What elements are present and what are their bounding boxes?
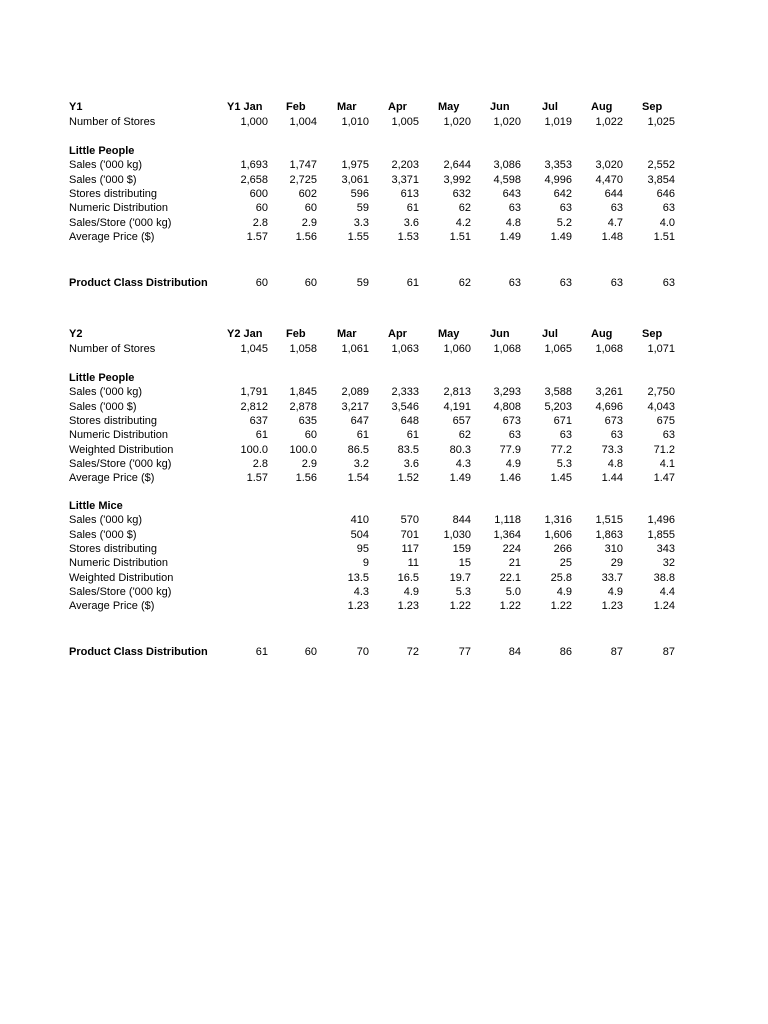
cell: 632: [452, 187, 471, 200]
cell: 1,118: [494, 514, 521, 527]
column-header: Jun: [490, 328, 510, 340]
cell: 2,658: [240, 173, 268, 186]
cell: 4.1: [659, 457, 675, 470]
cell: 643: [502, 187, 521, 200]
cell: 637: [249, 414, 268, 427]
cell: 3,261: [595, 386, 623, 399]
row-label: Sales/Store ('000 kg): [69, 457, 172, 470]
stores-row: [0, 115, 768, 129]
row-label: Y1: [69, 101, 83, 113]
cell: 1,068: [595, 343, 623, 355]
stores-row: [0, 342, 768, 356]
row-label: Sales ('000 kg): [69, 159, 143, 172]
cell: 1,063: [391, 343, 419, 355]
cell: 1,845: [289, 386, 317, 399]
cell: 2,750: [647, 386, 675, 399]
column-header: Jul: [542, 328, 558, 340]
cell: 60: [255, 277, 268, 289]
cell: 1,606: [544, 528, 572, 541]
cell: 29: [610, 557, 623, 570]
cell: 62: [458, 277, 471, 289]
data-row: [0, 400, 768, 414]
row-label: Numeric Distribution: [69, 429, 169, 442]
data-row: [0, 471, 768, 485]
cell: 80.3: [449, 443, 471, 456]
cell: 3.6: [403, 457, 419, 470]
cell: 87: [662, 646, 675, 658]
cell: 1,045: [240, 343, 268, 355]
column-header: Jun: [490, 101, 510, 113]
cell: 61: [255, 646, 268, 658]
cell: 63: [559, 429, 572, 442]
cell: 1,316: [544, 514, 572, 527]
cell: 25.8: [550, 571, 572, 584]
cell: 32: [662, 557, 675, 570]
cell: 3.2: [353, 457, 369, 470]
cell: 266: [553, 542, 572, 555]
column-header: Feb: [286, 328, 306, 340]
cell: 2,089: [341, 386, 369, 399]
cell: 4.0: [659, 216, 675, 229]
cell: 63: [662, 429, 675, 442]
cell: 15: [458, 557, 471, 570]
cell: 1.54: [347, 472, 369, 485]
cell: 1,025: [647, 116, 675, 128]
cell: 613: [400, 187, 419, 200]
row-label: Sales ('000 $): [69, 400, 137, 413]
cell: 644: [604, 187, 623, 200]
row-label: Stores distributing: [69, 414, 158, 427]
data-row: [0, 428, 768, 442]
cell: 159: [452, 542, 471, 555]
cell: 596: [350, 187, 369, 200]
cell: 83.5: [397, 443, 419, 456]
cell: 673: [604, 414, 623, 427]
cell: 343: [656, 542, 675, 555]
row-label: Average Price ($): [69, 230, 155, 243]
row-label: Number of Stores: [69, 343, 156, 355]
cell: 4,043: [647, 400, 675, 413]
row-label: Average Price ($): [69, 472, 155, 485]
cell: 3,061: [341, 173, 369, 186]
cell: 21: [508, 557, 521, 570]
cell: 1,496: [647, 514, 675, 527]
cell: 1.47: [653, 472, 675, 485]
cell: 3.3: [353, 216, 369, 229]
data-row: [0, 513, 768, 527]
data-row: [0, 443, 768, 457]
cell: 62: [458, 202, 471, 215]
row-label: Product Class Distribution: [69, 277, 208, 289]
cell: 1,020: [443, 116, 471, 128]
pcd-row: [0, 276, 768, 290]
cell: 3,086: [493, 159, 521, 172]
data-row: [0, 173, 768, 187]
cell: 70: [356, 646, 369, 658]
cell: 77.2: [550, 443, 572, 456]
cell: 1,022: [595, 116, 623, 128]
row-label: Numeric Distribution: [69, 202, 169, 215]
column-header: Apr: [388, 328, 407, 340]
data-row: [0, 528, 768, 542]
cell: 2,333: [391, 386, 419, 399]
cell: 1.52: [397, 472, 419, 485]
cell: 4.8: [607, 457, 623, 470]
cell: 4.9: [505, 457, 521, 470]
cell: 1,068: [493, 343, 521, 355]
cell: 73.3: [601, 443, 623, 456]
cell: 4,598: [493, 173, 521, 186]
cell: 84: [508, 646, 521, 658]
data-row: [0, 571, 768, 585]
section-title: [0, 371, 768, 385]
section-title: [0, 499, 768, 513]
cell: 701: [400, 528, 419, 541]
cell: 2.9: [301, 457, 317, 470]
cell: 1,863: [595, 528, 623, 541]
cell: 4.3: [455, 457, 471, 470]
cell: 673: [502, 414, 521, 427]
cell: 4.3: [353, 585, 369, 598]
row-label: Product Class Distribution: [69, 646, 208, 658]
row-label: Little People: [69, 145, 135, 157]
cell: 87: [610, 646, 623, 658]
cell: 1.45: [550, 472, 572, 485]
cell: 671: [553, 414, 572, 427]
row-label: Sales ('000 kg): [69, 386, 143, 399]
cell: 63: [508, 429, 521, 442]
cell: 117: [401, 542, 419, 555]
column-header: Y1 Jan: [227, 101, 263, 113]
cell: 4.9: [556, 585, 572, 598]
cell: 2,878: [289, 400, 317, 413]
cell: 1.53: [397, 230, 419, 243]
column-header: Apr: [388, 101, 407, 113]
cell: 59: [356, 277, 369, 289]
cell: 11: [407, 557, 419, 570]
cell: 63: [610, 202, 623, 215]
column-header: Mar: [337, 328, 357, 340]
cell: 4.9: [607, 585, 623, 598]
cell: 33.7: [601, 571, 623, 584]
header-row: [0, 100, 768, 114]
cell: 1.22: [550, 600, 572, 613]
cell: 602: [298, 187, 317, 200]
data-row: [0, 585, 768, 599]
cell: 59: [356, 202, 369, 215]
data-row: [0, 414, 768, 428]
cell: 1,693: [240, 159, 268, 172]
cell: 1.46: [499, 472, 521, 485]
cell: 647: [350, 414, 369, 427]
cell: 4,470: [595, 173, 623, 186]
cell: 61: [406, 202, 419, 215]
cell: 2,644: [443, 159, 471, 172]
cell: 1,061: [341, 343, 369, 355]
row-label: Sales ('000 $): [69, 528, 137, 541]
cell: 63: [559, 277, 572, 289]
cell: 4.8: [505, 216, 521, 229]
row-label: Little People: [69, 372, 135, 384]
cell: 1.23: [397, 600, 419, 613]
row-label: Y2: [69, 328, 83, 340]
cell: 4,696: [595, 400, 623, 413]
cell: 13.5: [347, 571, 369, 584]
cell: 1,071: [647, 343, 675, 355]
cell: 1,000: [240, 116, 268, 128]
cell: 600: [249, 187, 268, 200]
cell: 1.49: [499, 230, 521, 243]
row-label: Weighted Distribution: [69, 571, 174, 584]
pcd-row: [0, 645, 768, 659]
cell: 60: [304, 429, 317, 442]
cell: 1,030: [443, 528, 471, 541]
cell: 77: [458, 646, 471, 658]
row-label: Little Mice: [69, 500, 123, 512]
cell: 1,005: [391, 116, 419, 128]
cell: 63: [610, 277, 623, 289]
cell: 95: [356, 542, 369, 555]
cell: 1.51: [653, 230, 675, 243]
cell: 1.51: [449, 230, 471, 243]
data-row: [0, 457, 768, 471]
cell: 5.2: [556, 216, 572, 229]
cell: 63: [610, 429, 623, 442]
cell: 71.2: [653, 443, 675, 456]
cell: 642: [553, 187, 572, 200]
cell: 4,191: [443, 400, 471, 413]
column-header: Y2 Jan: [227, 328, 263, 340]
row-label: Stores distributing: [69, 542, 158, 555]
section-title: [0, 144, 768, 158]
cell: 61: [255, 429, 268, 442]
cell: 1,010: [341, 116, 369, 128]
cell: 4,808: [493, 400, 521, 413]
cell: 86.5: [347, 443, 369, 456]
cell: 3,293: [493, 386, 521, 399]
cell: 4.9: [403, 585, 419, 598]
cell: 844: [452, 514, 471, 527]
cell: 2,725: [289, 173, 317, 186]
cell: 3,371: [391, 173, 419, 186]
cell: 1.56: [295, 230, 317, 243]
cell: 25: [559, 557, 572, 570]
cell: 61: [356, 429, 369, 442]
cell: 60: [255, 202, 268, 215]
cell: 2,203: [391, 159, 419, 172]
cell: 1.44: [601, 472, 623, 485]
data-row: [0, 216, 768, 230]
row-label: Sales ('000 kg): [69, 514, 143, 527]
cell: 4.4: [659, 585, 675, 598]
cell: 2.9: [301, 216, 317, 229]
data-row: [0, 385, 768, 399]
cell: 77.9: [499, 443, 521, 456]
cell: 1.55: [347, 230, 369, 243]
column-header: Mar: [337, 101, 357, 113]
column-header: Feb: [286, 101, 306, 113]
cell: 1,019: [544, 116, 572, 128]
cell: 1.22: [449, 600, 471, 613]
cell: 1.24: [653, 600, 675, 613]
column-header: May: [438, 101, 460, 113]
row-label: Average Price ($): [69, 600, 155, 613]
cell: 60: [304, 277, 317, 289]
cell: 310: [604, 542, 623, 555]
cell: 3,353: [544, 159, 572, 172]
cell: 1,004: [289, 116, 317, 128]
cell: 504: [350, 528, 369, 541]
cell: 1,020: [493, 116, 521, 128]
cell: 1,060: [443, 343, 471, 355]
cell: 5.3: [455, 585, 471, 598]
cell: 5,203: [544, 400, 572, 413]
cell: 62: [458, 429, 471, 442]
cell: 1.49: [550, 230, 572, 243]
data-row: [0, 230, 768, 244]
cell: 1.49: [449, 472, 471, 485]
cell: 4.2: [455, 216, 471, 229]
cell: 100.0: [240, 443, 268, 456]
cell: 63: [662, 202, 675, 215]
cell: 675: [656, 414, 675, 427]
cell: 1.57: [246, 472, 268, 485]
cell: 3,020: [595, 159, 623, 172]
cell: 86: [559, 646, 572, 658]
cell: 3,992: [443, 173, 471, 186]
cell: 1.23: [601, 600, 623, 613]
header-row: [0, 327, 768, 341]
cell: 3,546: [391, 400, 419, 413]
cell: 19.7: [449, 571, 471, 584]
cell: 2.8: [252, 216, 268, 229]
cell: 22.1: [499, 571, 521, 584]
cell: 3,854: [647, 173, 675, 186]
cell: 63: [508, 277, 521, 289]
column-header: Sep: [642, 328, 663, 340]
cell: 2,813: [443, 386, 471, 399]
row-label: Sales/Store ('000 kg): [69, 216, 172, 229]
cell: 1,975: [341, 159, 369, 172]
cell: 1,791: [240, 386, 268, 399]
data-row: [0, 556, 768, 570]
cell: 61: [406, 429, 419, 442]
column-header: May: [438, 328, 460, 340]
cell: 1.48: [601, 230, 623, 243]
cell: 2,552: [647, 159, 675, 172]
cell: 1,855: [647, 528, 675, 541]
cell: 61: [406, 277, 419, 289]
column-header: Aug: [591, 328, 613, 340]
cell: 9: [362, 557, 369, 570]
cell: 5.0: [505, 585, 521, 598]
cell: 4,996: [544, 173, 572, 186]
data-row: [0, 542, 768, 556]
column-header: Jul: [542, 101, 558, 113]
row-label: Number of Stores: [69, 116, 156, 128]
cell: 646: [656, 187, 675, 200]
cell: 1.23: [347, 600, 369, 613]
data-row: [0, 599, 768, 613]
cell: 648: [400, 414, 419, 427]
cell: 224: [502, 542, 521, 555]
cell: 1,747: [289, 159, 317, 172]
data-row: [0, 158, 768, 172]
cell: 60: [304, 646, 317, 658]
cell: 3,588: [544, 386, 572, 399]
cell: 2.8: [252, 457, 268, 470]
cell: 63: [662, 277, 675, 289]
row-label: Sales/Store ('000 kg): [69, 585, 172, 598]
cell: 570: [400, 514, 419, 527]
column-header: Sep: [642, 101, 663, 113]
row-label: Stores distributing: [69, 187, 158, 200]
cell: 72: [406, 646, 419, 658]
cell: 3.6: [403, 216, 419, 229]
cell: 63: [508, 202, 521, 215]
data-row: [0, 201, 768, 215]
cell: 1,065: [544, 343, 572, 355]
cell: 2,812: [240, 400, 268, 413]
cell: 5.3: [556, 457, 572, 470]
cell: 3,217: [341, 400, 369, 413]
cell: 635: [298, 414, 317, 427]
cell: 63: [559, 202, 572, 215]
cell: 60: [304, 202, 317, 215]
cell: 1.22: [499, 600, 521, 613]
cell: 1.56: [295, 472, 317, 485]
cell: 1,364: [493, 528, 521, 541]
cell: 1,058: [289, 343, 317, 355]
cell: 16.5: [397, 571, 419, 584]
cell: 1.57: [246, 230, 268, 243]
row-label: Numeric Distribution: [69, 557, 169, 570]
data-row: [0, 187, 768, 201]
cell: 38.8: [653, 571, 675, 584]
cell: 410: [350, 514, 369, 527]
cell: 657: [452, 414, 471, 427]
cell: 1,515: [595, 514, 623, 527]
cell: 100.0: [289, 443, 317, 456]
cell: 4.7: [607, 216, 623, 229]
column-header: Aug: [591, 101, 613, 113]
row-label: Weighted Distribution: [69, 443, 174, 456]
row-label: Sales ('000 $): [69, 173, 137, 186]
